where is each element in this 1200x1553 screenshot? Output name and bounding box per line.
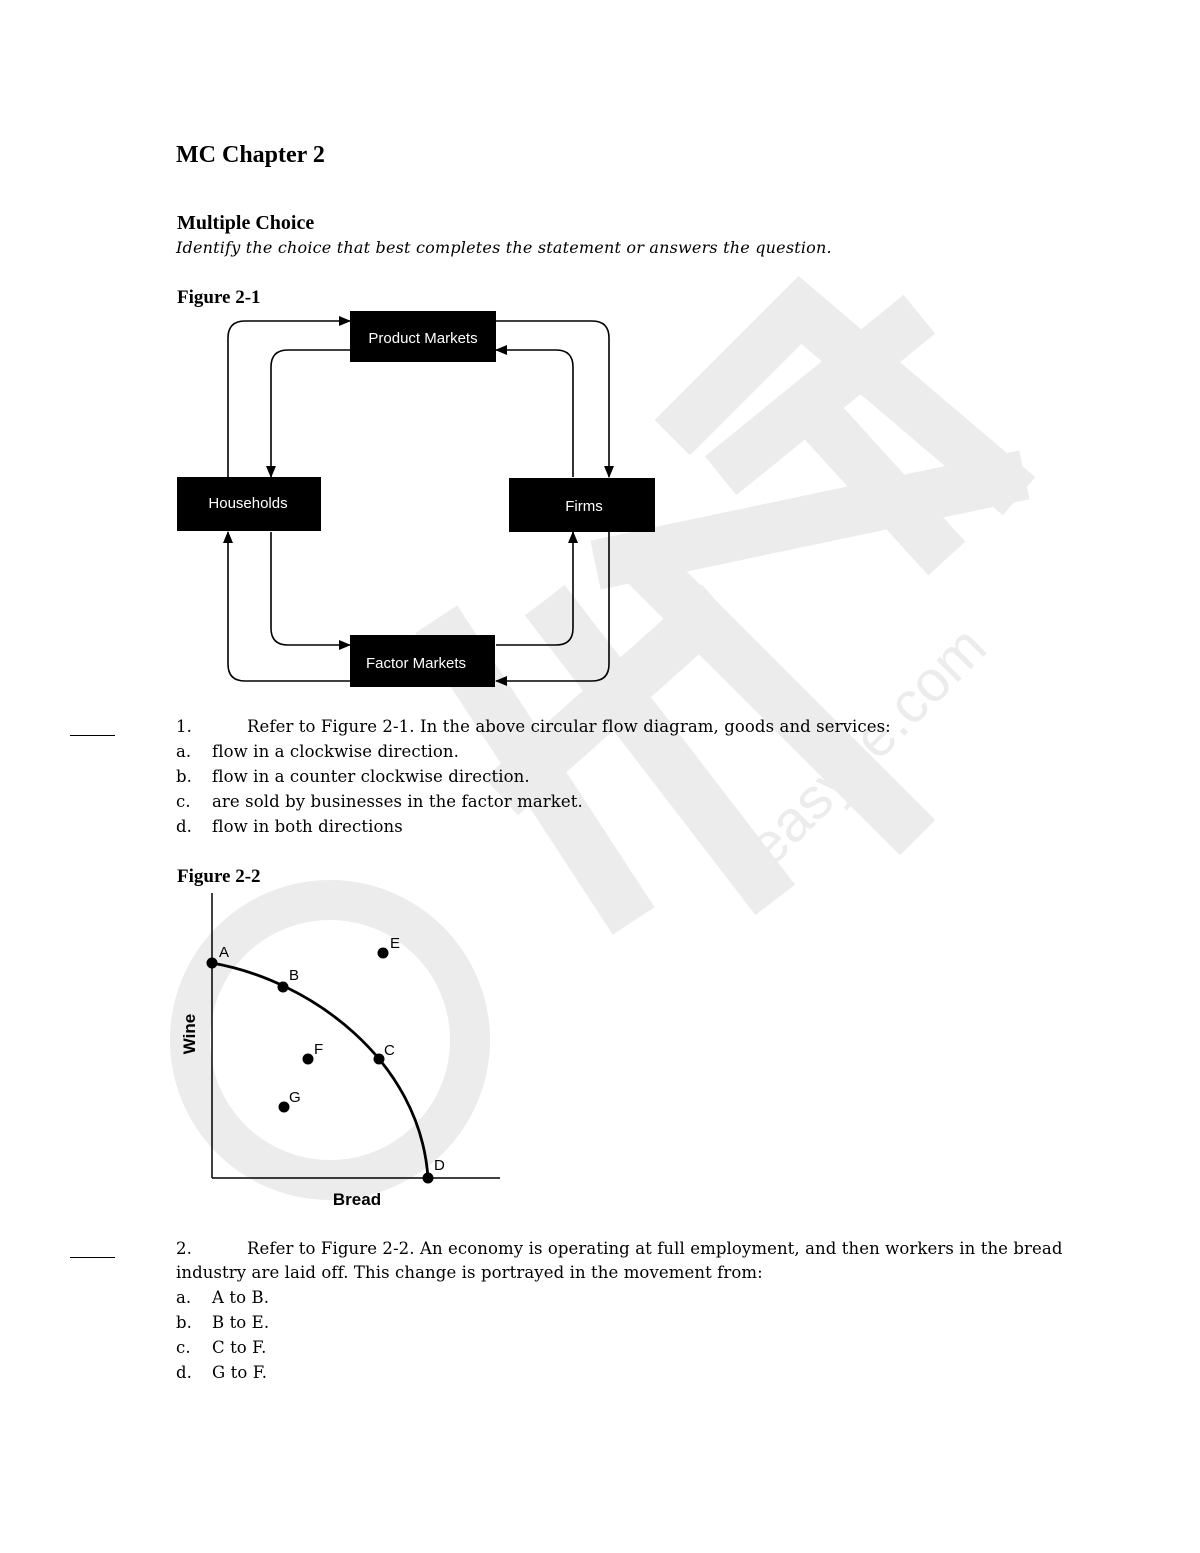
- question-2: [176, 1239, 1063, 1258]
- option-text: A to B.: [212, 1288, 270, 1307]
- point-d-label: D: [434, 1157, 445, 1174]
- point-e: [378, 948, 389, 959]
- question-2-option-d[interactable]: [176, 1363, 267, 1382]
- instructions-text: Identify the choice that best completes the statement or answers the question.: [176, 238, 832, 257]
- question-1-number: 1.: [176, 717, 192, 736]
- ppf-curve: [212, 963, 428, 1178]
- figure-1-label: Figure 2-1: [177, 287, 261, 308]
- point-c-label: C: [384, 1042, 395, 1059]
- option-text: flow in a counter clockwise direction.: [212, 767, 530, 786]
- option-text: G to F.: [212, 1363, 268, 1382]
- point-d: [423, 1173, 434, 1184]
- option-text: flow in both directions: [212, 817, 403, 836]
- point-g-label: G: [289, 1089, 301, 1106]
- option-text: B to E.: [212, 1313, 270, 1332]
- answer-blank-2[interactable]: [70, 1257, 115, 1258]
- box-factor-markets-label: Factor Markets: [365, 655, 467, 672]
- question-2-text: Refer to Figure 2-2. An economy is operating at full employment, and then workers in the bread: [247, 1239, 1063, 1258]
- option-letter: b.: [176, 767, 193, 786]
- question-2-number: 2.: [176, 1239, 192, 1258]
- point-a-label: A: [219, 944, 230, 961]
- point-b: [278, 982, 289, 993]
- section-title: Multiple Choice: [177, 212, 315, 234]
- y-axis-label: Wine: [180, 1013, 199, 1055]
- watermark-text: easyke.com: [733, 613, 999, 879]
- box-households-label: Households: [208, 495, 288, 512]
- box-product-markets-label: Product Markets: [368, 330, 478, 347]
- figure-2-label: Figure 2-2: [177, 866, 261, 887]
- option-letter: d.: [176, 1363, 193, 1382]
- point-b-label: B: [289, 967, 300, 984]
- point-f: [303, 1054, 314, 1065]
- document-title: MC Chapter 2: [176, 142, 325, 168]
- point-c: [374, 1054, 385, 1065]
- option-text: flow in a clockwise direction.: [212, 742, 459, 761]
- ppf-graph: [0, 0, 520, 1230]
- box-firms-label: Firms: [565, 498, 603, 515]
- option-letter: c.: [176, 1338, 191, 1357]
- option-letter: d.: [176, 817, 193, 836]
- point-e-label: E: [390, 935, 401, 952]
- point-g: [279, 1102, 290, 1113]
- question-1-text: Refer to Figure 2-1. In the above circular flow diagram, goods and services:: [247, 717, 891, 736]
- option-letter: c.: [176, 792, 191, 811]
- box-firms: [509, 478, 655, 532]
- x-axis-label: Bread: [332, 1190, 382, 1209]
- option-letter: a.: [176, 1288, 192, 1307]
- option-letter: a.: [176, 742, 192, 761]
- point-a: [207, 958, 218, 969]
- option-letter: b.: [176, 1313, 193, 1332]
- option-text: C to F.: [212, 1338, 267, 1357]
- option-text: are sold by businesses in the factor market.: [212, 792, 583, 811]
- question-2-option-b[interactable]: [176, 1313, 269, 1332]
- question-2-continuation: industry are laid off. This change is portrayed in the movement from:: [176, 1263, 763, 1282]
- point-f-label: F: [314, 1041, 324, 1058]
- question-2-option-a[interactable]: [176, 1288, 269, 1307]
- question-2-option-c[interactable]: [176, 1338, 267, 1357]
